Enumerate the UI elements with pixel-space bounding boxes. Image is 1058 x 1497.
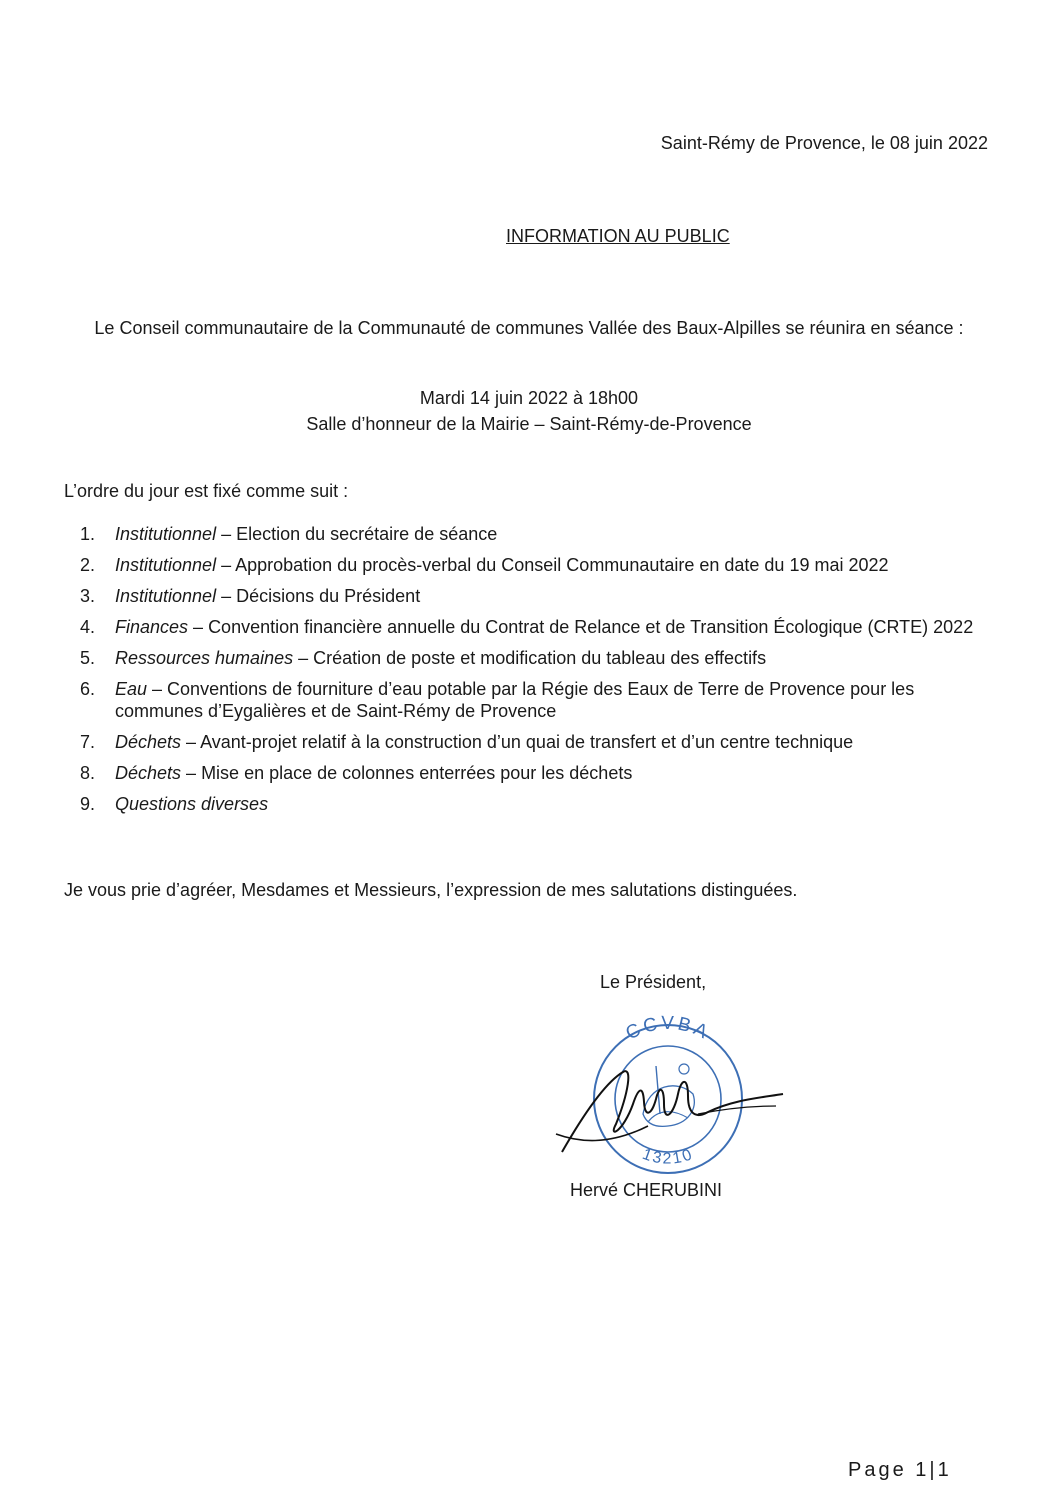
agenda-number: 9. (80, 794, 96, 814)
agenda-separator: – (216, 555, 236, 575)
meeting-location: Salle d’honneur de la Mairie – Saint-Rémy-de-Provence (306, 414, 752, 434)
meeting-datetime: Mardi 14 juin 2022 à 18h00 (419, 388, 639, 408)
agenda-separator: – (216, 524, 237, 544)
agenda-item (80, 678, 995, 722)
document-title: INFORMATION AU PUBLIC (506, 226, 730, 246)
agenda-number: 3. (80, 586, 96, 606)
agenda-number: 4. (80, 617, 96, 637)
agenda-text: Mise en place de colonnes enterrées pour les déchets (201, 763, 633, 783)
agenda-item (80, 647, 995, 669)
agenda-list (80, 523, 995, 824)
agenda-number: 5. (80, 648, 96, 668)
agenda-number: 1. (80, 524, 96, 544)
agenda-separator: – (181, 763, 202, 783)
agenda-separator: – (216, 586, 237, 606)
agenda-number: 2. (80, 555, 96, 575)
agenda-item (80, 793, 995, 815)
agenda-item (80, 554, 995, 576)
agenda-category: Déchets (115, 763, 182, 783)
closing-paragraph: Je vous prie d’agréer, Mesdames et Messieurs, l’expression de mes salutations distinguées. (64, 880, 798, 900)
agenda-number: 7. (80, 732, 96, 752)
agenda-item (80, 616, 995, 638)
agenda-item (80, 523, 995, 545)
agenda-separator: – (147, 679, 168, 699)
agenda-text: Approbation du procès-verbal du Conseil Communautaire en date du 19 mai 2022 (235, 555, 889, 575)
agenda-text: Conventions de fourniture d’eau potable par la Régie des Eaux de Terre de Provence pour les communes d’Eygalières et de Saint-Rémy de Provence (115, 679, 915, 721)
agenda-category: Questions diverses (115, 794, 269, 814)
agenda-category: Finances (115, 617, 189, 637)
agenda-separator: – (181, 732, 201, 752)
agenda-text: Election du secrétaire de séance (236, 524, 498, 544)
agenda-number: 6. (80, 679, 96, 699)
stamp-top-text: CCVBA (622, 1014, 714, 1045)
agenda-item (80, 585, 995, 607)
agenda-separator: – (293, 648, 314, 668)
agenda-text: Avant-projet relatif à la construction d’un quai de transfert et d’un centre technique (200, 732, 854, 752)
agenda-category: Ressources humaines (115, 648, 294, 668)
intro-paragraph: Le Conseil communautaire de la Communauté de communes Vallée des Baux-Alpilles se réunira en séance : (94, 318, 964, 338)
agenda-number: 8. (80, 763, 96, 783)
agenda-category: Eau (115, 679, 148, 699)
agenda-category: Déchets (115, 732, 182, 752)
agenda-item (80, 731, 995, 753)
signatory-role: Le Président, (600, 972, 707, 992)
agenda-text: Création de poste et modification du tableau des effectifs (313, 648, 767, 668)
meeting-info (0, 385, 1058, 437)
order-intro: L’ordre du jour est fixé comme suit : (64, 481, 349, 501)
agenda-item (80, 762, 995, 784)
agenda-text: Convention financière annuelle du Contrat de Relance et de Transition Écologique (CRTE) 2022 (208, 617, 974, 637)
signatory-name: Hervé CHERUBINI (570, 1180, 723, 1200)
page-number: Page 1|1 (848, 1459, 952, 1481)
agenda-text: Décisions du Président (236, 586, 421, 606)
stamp-bottom-text: 13210 (640, 1145, 696, 1168)
stamp-signature-graphic (548, 1014, 788, 1174)
official-stamp (548, 1014, 788, 1179)
agenda-category: Institutionnel (115, 555, 217, 575)
date-line: Saint-Rémy de Provence, le 08 juin 2022 (660, 133, 988, 153)
agenda-category: Institutionnel (115, 586, 217, 606)
agenda-category: Institutionnel (115, 524, 217, 544)
agenda-separator: – (188, 617, 209, 637)
